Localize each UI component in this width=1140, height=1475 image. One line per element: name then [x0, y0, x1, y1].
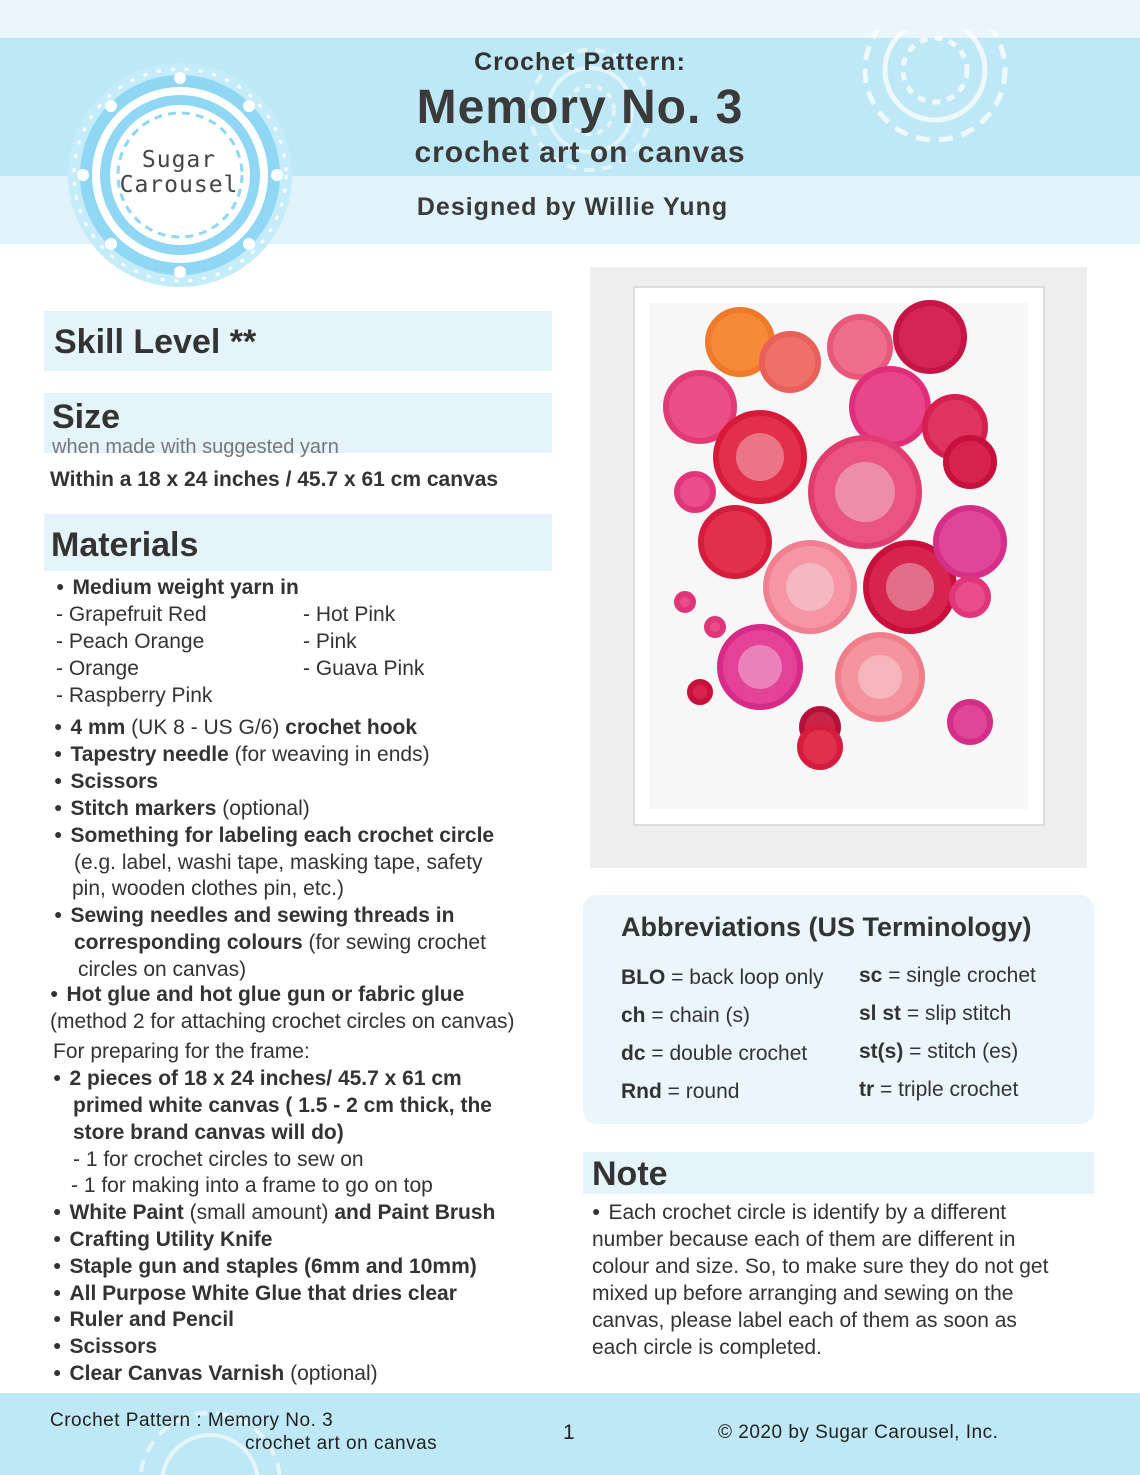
logo-wordmark [98, 148, 260, 198]
abbreviation-meaning: = stitch (es) [903, 1040, 1019, 1063]
material-varnish [53, 1362, 378, 1386]
abbreviation-item [621, 966, 824, 1004]
yarn-intro: ● Medium weight yarn in [56, 576, 299, 600]
material-canvas: ● 2 pieces of 18 x 24 inches/ 45.7 x 61 cm [53, 1067, 462, 1091]
abbreviation-meaning: = double crochet [645, 1042, 808, 1065]
note-line: mixed up before arranging and sewing on the [592, 1282, 1014, 1305]
material-staple-gun: ● Staple gun and staples (6mm and 10mm) [53, 1255, 477, 1279]
size-value: Within a 18 x 24 inches / 45.7 x 61 cm canvas [50, 468, 499, 491]
page-number: 1 [563, 1421, 576, 1444]
artwork-photo [590, 267, 1087, 868]
note-line: ● Each crochet circle is identify by a different [592, 1201, 1048, 1228]
note-heading: Note [592, 1155, 668, 1193]
abbreviation-item [859, 964, 1036, 1002]
material-glue: ● Hot glue and hot glue gun or fabric glue [50, 983, 464, 1007]
note-line: number because each of them are different in [592, 1228, 1016, 1251]
doily-decoration-right [850, 30, 1020, 150]
abbreviations-heading: Abbreviations (US Terminology) [621, 912, 1032, 942]
paint-amount: (small amount) [183, 1201, 335, 1224]
abbreviation-meaning: = round [661, 1080, 740, 1103]
hook-conversion: (UK 8 - US G/6) [125, 716, 286, 739]
canvas-use-2: - 1 for making into a frame to go on top [71, 1174, 433, 1197]
abbreviation-item [621, 1042, 824, 1080]
markers-note: (optional) [216, 797, 310, 820]
abbreviation-term: sl st [859, 1002, 902, 1025]
material-labeling: ● Something for labeling each crochet circle [54, 824, 494, 848]
yarn-color: - Pink [303, 630, 357, 653]
needle-label: Tapestry needle [70, 743, 229, 766]
labeling-examples-1: (e.g. label, washi tape, masking tape, safety [74, 851, 483, 874]
note-line: each circle is completed. [592, 1336, 822, 1359]
yarn-color: - Raspberry Pink [56, 684, 213, 707]
size-heading: Size [52, 398, 121, 436]
needle-note: (for weaving in ends) [228, 743, 430, 766]
abbreviations-left-column [621, 966, 824, 1118]
yarn-color: - Hot Pink [303, 603, 396, 626]
header-pretitle: Crochet Pattern: [474, 48, 686, 76]
note-body [592, 1201, 1048, 1363]
material-glue-note: (method 2 for attaching crochet circles on canvas) [50, 1010, 515, 1033]
abbreviation-meaning: = back loop only [665, 966, 824, 989]
material-knife: ● Crafting Utility Knife [53, 1228, 272, 1252]
note-line: colour and size. So, to make sure they do not get [592, 1255, 1049, 1278]
footer-title-line-2: crochet art on canvas [245, 1433, 438, 1454]
size-note: when made with suggested yarn [52, 436, 339, 458]
material-scissors-2: ● Scissors [53, 1335, 157, 1359]
material-sewing-line3: circles on canvas) [78, 958, 247, 981]
abbreviation-term: tr [859, 1078, 875, 1101]
markers-label: Stitch markers [70, 797, 217, 820]
skill-level-heading: Skill Level ** [54, 323, 257, 361]
abbreviation-meaning: = triple crochet [874, 1078, 1019, 1101]
abbreviation-item [621, 1080, 824, 1118]
material-ruler: ● Ruler and Pencil [53, 1308, 234, 1332]
yarn-color: - Grapefruit Red [56, 603, 207, 626]
material-canvas-line2: primed white canvas ( 1.5 - 2 cm thick, the [73, 1094, 492, 1117]
yarn-colors-right [303, 603, 424, 684]
material-sewing-line2 [74, 931, 486, 955]
hook-label: crochet hook [285, 716, 418, 739]
material-markers [54, 797, 310, 821]
abbreviation-term: Rnd [621, 1080, 662, 1103]
varnish-label: Clear Canvas Varnish [69, 1362, 285, 1385]
abbreviation-meaning: = slip stitch [901, 1002, 1012, 1025]
paint-brush: and Paint Brush [334, 1201, 496, 1224]
designer-credit: Designed by Willie Yung [416, 193, 729, 221]
abbreviation-meaning: = chain (s) [645, 1004, 750, 1027]
labeling-examples-2: pin, wooden clothes pin, etc.) [72, 877, 344, 900]
yarn-color: - Guava Pink [303, 657, 425, 680]
abbreviation-meaning: = single crochet [882, 964, 1036, 987]
abbreviation-item [859, 1002, 1036, 1040]
varnish-note: (optional) [284, 1362, 378, 1385]
yarn-colors-left [56, 603, 212, 711]
material-canvas-line3: store brand canvas will do) [73, 1121, 344, 1144]
abbreviations-right-column [859, 964, 1036, 1116]
abbreviation-term: ch [621, 1004, 646, 1027]
page-title: Memory No. 3 [416, 81, 744, 134]
page-footer [0, 1393, 1140, 1475]
sewing-note: (for sewing crochet [302, 931, 486, 954]
abbreviation-term: st(s) [859, 1040, 904, 1063]
logo-line-1: Sugar [141, 147, 217, 173]
frame-heading: For preparing for the frame: [53, 1040, 310, 1063]
abbreviation-item [859, 1040, 1036, 1078]
abbreviation-term: dc [621, 1042, 646, 1065]
note-line: canvas, please label each of them as soon as [592, 1309, 1017, 1332]
paint-label: White Paint [69, 1201, 184, 1224]
hook-size: 4 mm [70, 716, 126, 739]
abbreviation-term: sc [859, 964, 883, 987]
logo-line-2: Carousel [119, 172, 239, 198]
yarn-color: - Orange [56, 657, 139, 680]
abbreviation-item [621, 1004, 824, 1042]
material-hook [54, 716, 417, 740]
abbreviation-item [859, 1078, 1036, 1116]
materials-heading: Materials [51, 526, 199, 564]
abbreviation-term: BLO [621, 966, 666, 989]
material-white-glue: ● All Purpose White Glue that dries clear [53, 1282, 457, 1306]
yarn-color: - Peach Orange [56, 630, 205, 653]
material-needle [54, 743, 430, 767]
material-paint [53, 1201, 495, 1225]
footer-title-line-1: Crochet Pattern : Memory No. 3 [50, 1410, 334, 1431]
canvas-use-1: - 1 for crochet circles to sew on [73, 1148, 364, 1171]
sewing-colours: corresponding colours [74, 931, 303, 954]
material-scissors: ● Scissors [54, 770, 158, 794]
material-sewing: ● Sewing needles and sewing threads in [54, 904, 454, 928]
page-subtitle: crochet art on canvas [414, 136, 746, 169]
footer-copyright: © 2020 by Sugar Carousel, Inc. [718, 1422, 999, 1443]
